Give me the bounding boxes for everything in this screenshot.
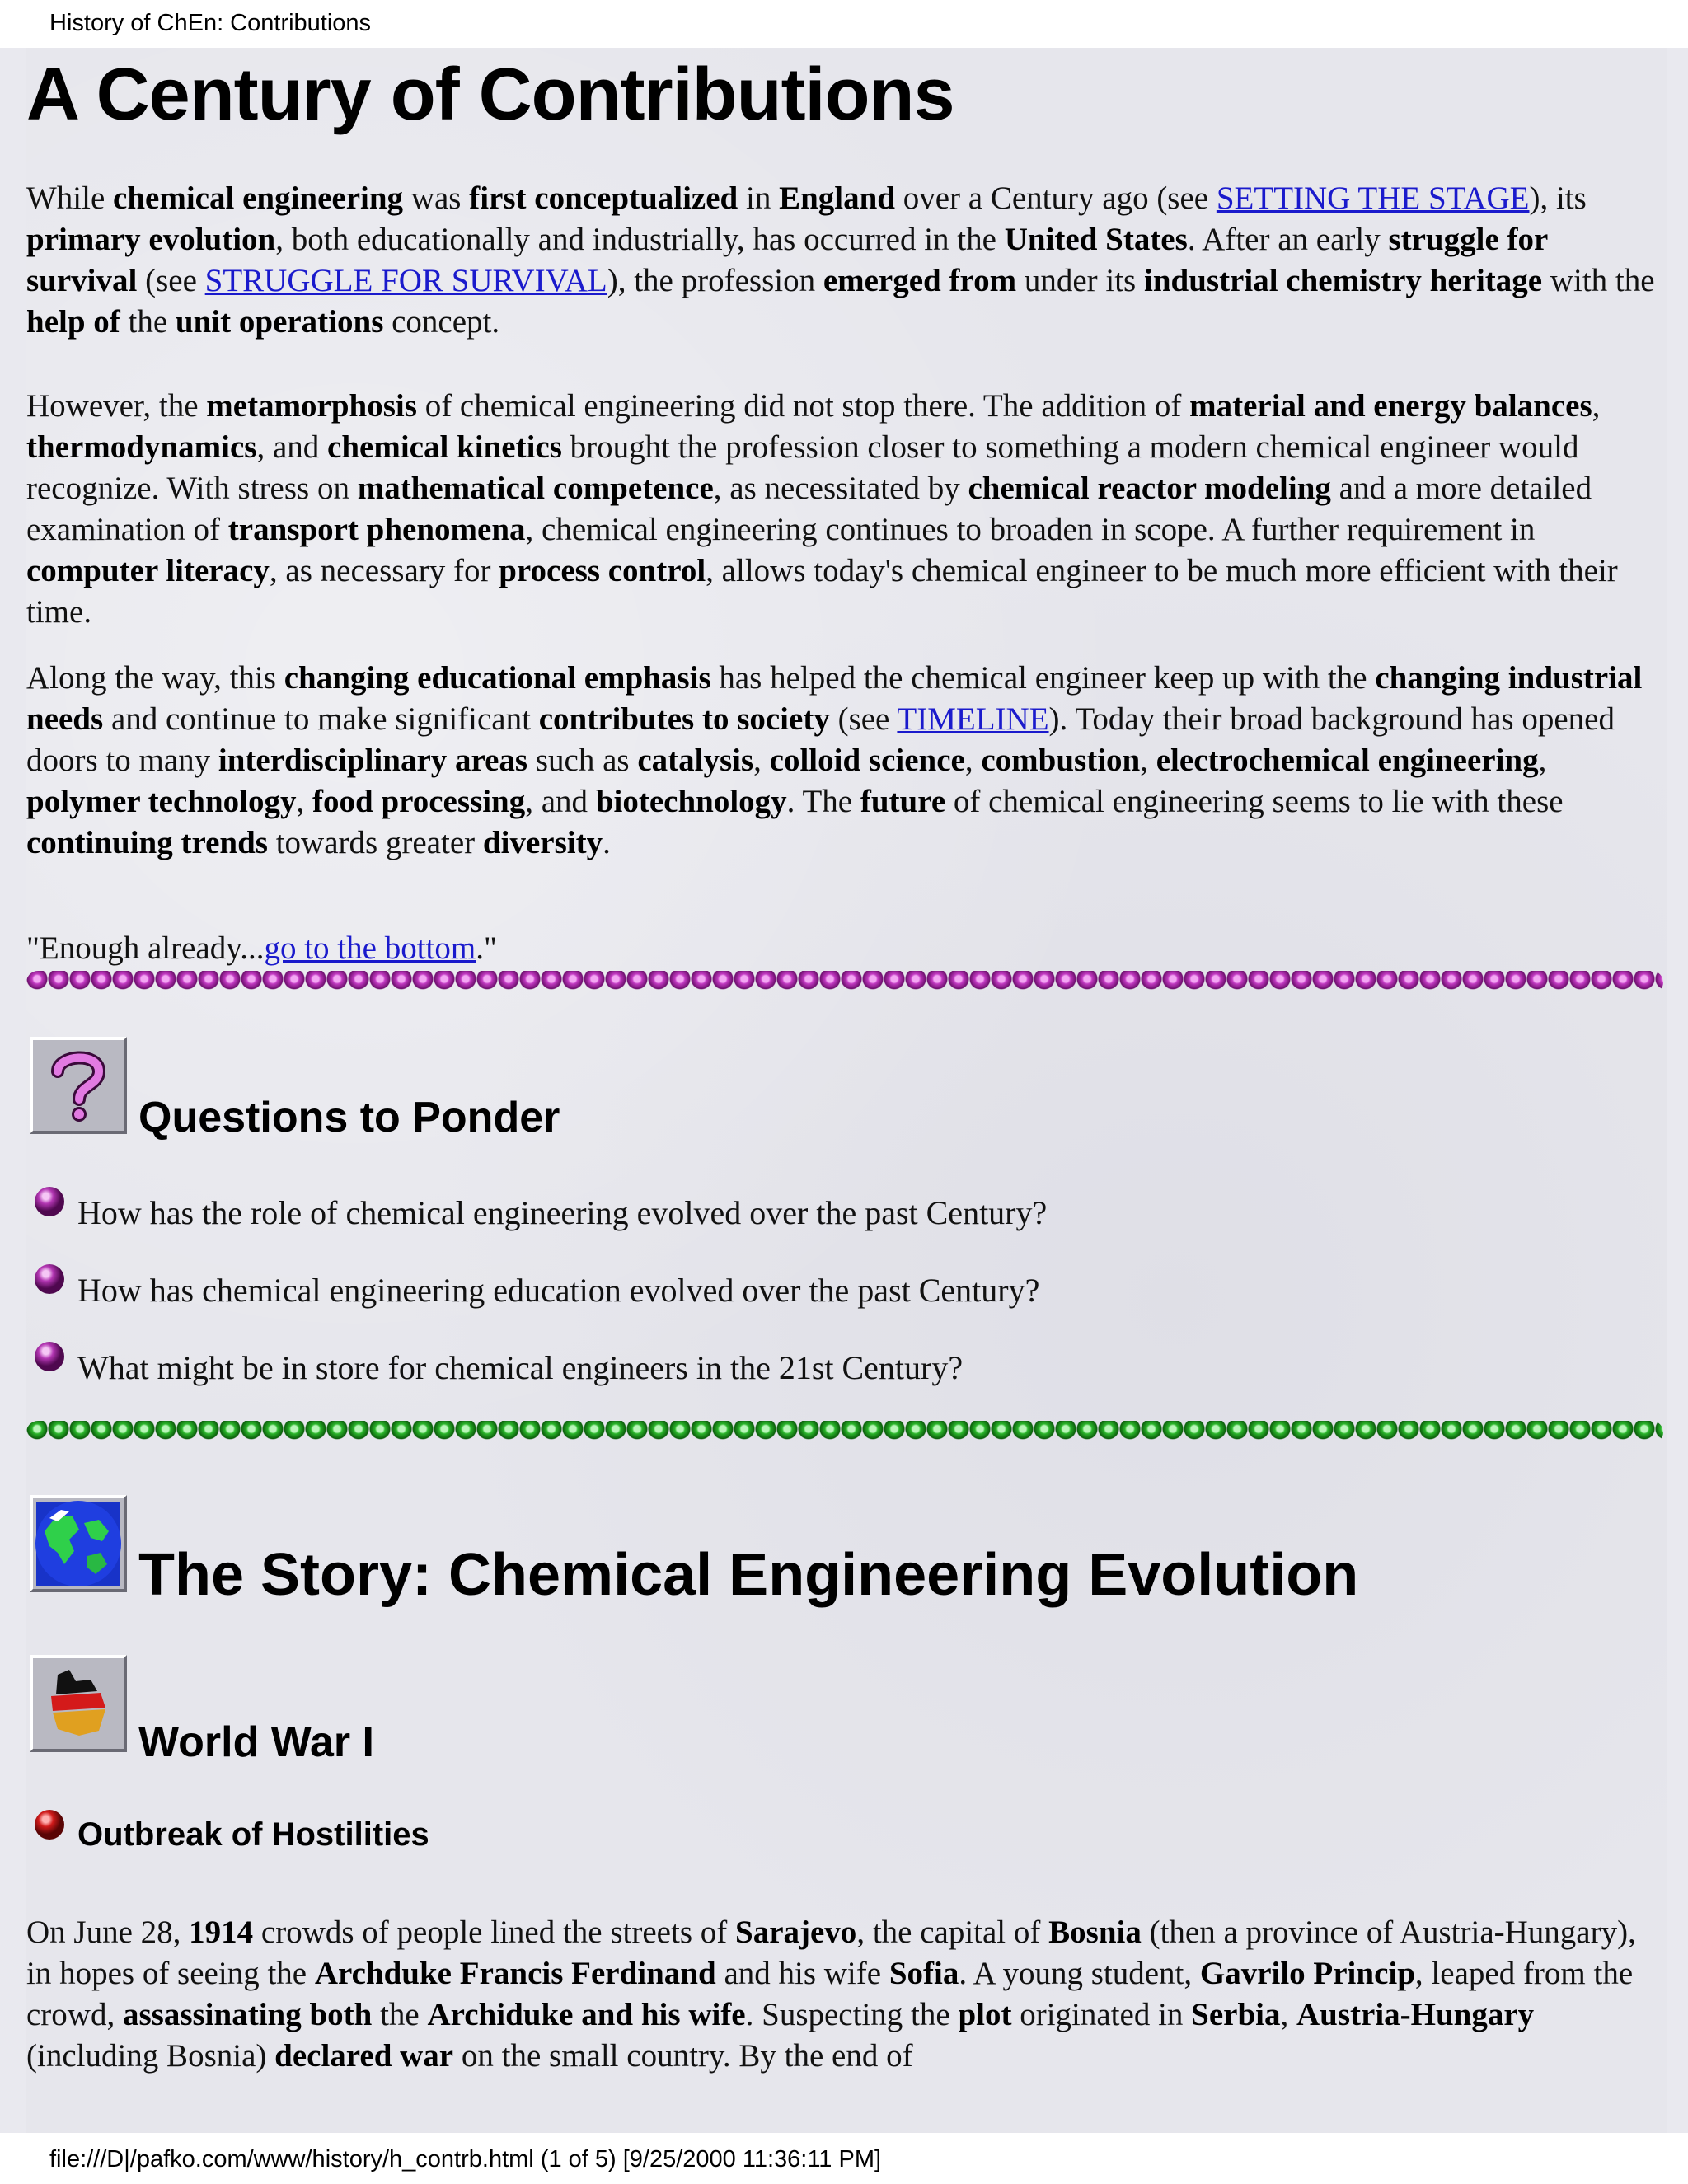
intro-paragraph-1: While chemical engineering was first conceptualized in England over a Century ago (see SETTING THE STAGE), its primary evolution, both educationally and industrially, has occurred in the United States. After an early struggle for survival (see STRUGGLE FOR SURVIVAL), the profession emerged from under its industrial chemistry heritage with the help of the unit operations concept. — [26, 180, 1655, 340]
germany-map-icon — [30, 1655, 127, 1752]
intro-paragraph-2: However, the metamorphosis of chemical engineering did not stop there. The addition of material and energy balances, thermodynamics, and chemical kinetics brought the profession closer to something a modern chemical engineer would recognize. With stress on mathematical competence, as necessitated by chemical reactor modeling and a more detailed examination of transport phenomena, chemical engineering continues to broaden in scope. A further requirement in computer literacy, as necessary for process control, allows today's chemical engineer to be much more efficient with their time. — [26, 388, 1618, 630]
outbreak-subheading: Outbreak of Hostilities — [77, 1816, 429, 1853]
question-mark-icon — [30, 1037, 127, 1134]
question-item: How has the role of chemical engineering evolved over the past Century? — [77, 1194, 1048, 1231]
questions-heading: Questions to Ponder — [138, 1094, 560, 1141]
page-content — [26, 48, 1667, 2133]
timeline-link[interactable]: TIMELINE — [897, 701, 1049, 737]
footer-path: file:///D|/pafko.com/www/history/h_contrb.html (1 of 5) [9/25/2000 11:36:11 PM] — [49, 2146, 882, 2172]
browser-header — [0, 0, 1688, 48]
bullet-icon — [35, 1187, 64, 1216]
page-title: A Century of Contributions — [26, 54, 954, 136]
bullet-icon — [35, 1264, 64, 1294]
purple-bead-divider — [26, 971, 1663, 994]
struggle-for-survival-link[interactable]: STRUGGLE FOR SURVIVAL — [204, 263, 607, 298]
bullet-icon — [35, 1342, 64, 1371]
red-bullet-icon — [35, 1810, 64, 1840]
go-to-bottom-link[interactable]: go to the bottom — [264, 930, 476, 966]
ww1-heading: World War I — [138, 1718, 374, 1766]
globe-icon — [30, 1495, 127, 1592]
question-item: What might be in store for chemical engineers in the 21st Century? — [77, 1349, 964, 1386]
story-heading: The Story: Chemical Engineering Evolution — [138, 1542, 1359, 1608]
intro-paragraph-3: Along the way, this changing educational emphasis has helped the chemical engineer keep up with the changing industrial needs and continue to make significant contributes to society (see TIMELINE). Today their broad background has opened doors to many interdisciplinary areas such as catalysis, colloid science, combustion, electrochemical engineering, polymer technology, food processing, and biotechnology. The future of chemical engineering seems to lie with these continuing trends towards greater diversity. — [26, 660, 1643, 860]
setting-the-stage-link[interactable]: SETTING THE STAGE — [1216, 180, 1530, 216]
question-item: How has chemical engineering education evolved over the past Century? — [77, 1272, 1040, 1309]
window-title: History of ChEn: Contributions — [49, 10, 372, 36]
ww1-paragraph: On June 28, 1914 crowds of people lined the streets of Sarajevo, the capital of Bosnia (then a province of Austria-Hungary), in hopes of seeing the Archduke Francis Ferdinand and his wife Sofia. A young student, Gavrilo Princip, leaped from the crowd, assassinating both the Archiduke and his wife. Suspecting the plot originated in Serbia, Austria-Hungary (including Bosnia) declared war on the small country. By the end of — [26, 1915, 1636, 2074]
intro-paragraph-4: "Enough already...go to the bottom." — [26, 930, 497, 966]
green-bead-divider — [26, 1421, 1663, 1444]
browser-footer — [0, 2133, 1688, 2184]
